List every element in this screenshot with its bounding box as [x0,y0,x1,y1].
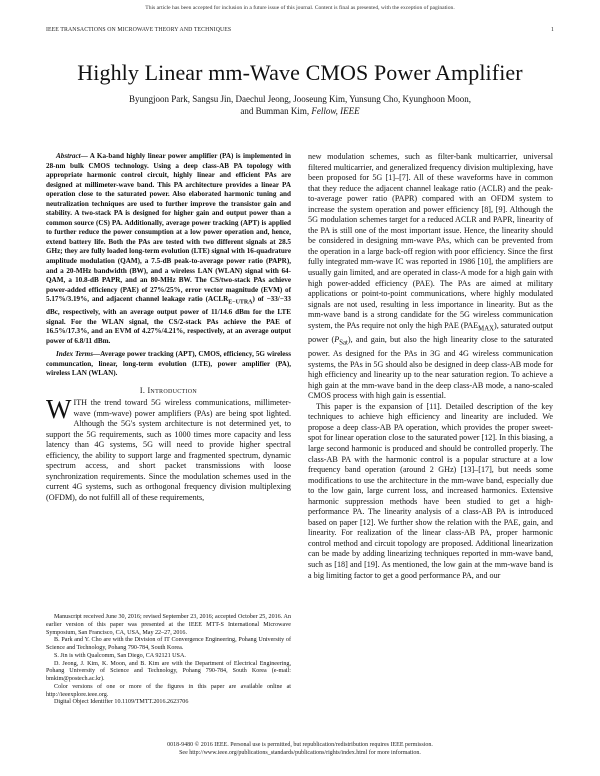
authors-line-2 [80,105,520,117]
aclr-subscript: E−UTRA [228,299,253,306]
acceptance-notice: This article has been accepted for inclusion in a future issue of this journal. Content is final as presented, with the exception of pagination. [145,5,455,11]
footnote-affiliation-3: D. Jeong, J. Kim, K. Moon, and B. Kim are with the Department of Electrical Engineering, Pohang University of Science and Technology, Pohang 790-784, South Korea (e-mail: bmkim@postech.ac.kr). [46,660,291,682]
left-column [46,152,291,503]
intro-paragraph-text: ITH the trend toward 5G wireless communications, millimeter-wave (mm-wave) power amplifiers (PAs) are being spot lighted. Although the 5G's system architecture is not determined yet, to support the 5G requirements, such as 1000 times more capacity and less latency than 4G systems, 5G will need to provide higher spectral efficiency, the ability to support large and fragmented spectrum, dynamic spectrum access, and short packet transmissions with loose synchronization requirements. Since the modulation schemes used in the current 4G systems, such as orthogonal frequency division multiplexing (OFDM), do not fulfill all of these requirements, [46,398,291,502]
index-terms [46,350,291,379]
footnote-affiliation-2: S. Jin is with Qualcomm, San Diego, CA 92121 USA. [54,652,186,659]
body-paragraph-2: This paper is the expansion of [11]. Detailed description of the key techniques to achieve high efficiency and linearity are included. We propose a deep class-AB PA operation, which provides the proper sweet-spot for linear operation close to the saturated power [12]. In this biasing, a large second harmonic is produced and should be controlled properly. The class-AB PA with the harmonic control is a popular structure at a low frequency band operation (around 2 GHz) [13]–[17], but needs some modifications to use the architecture in the mm-wave band, especially due to the low gain, large current loss, and increased harmonics. Extensive harmonic suppression methods have been studied to get a high-performance PA. The linearity analysis of a class-AB PA is introduced based on paper [12]. We further show the relation with the PAE, gain, and linearity. For realization of the linear class-AB PA, proper harmonic control method and circuit topology are proposed. Additional linearization can be made by adding linearizing techniques reported in mm-wave band, such as [18] and [19]. As mentioned, the low gain at the mm-wave band is a big limiting factor to get a good performance PA, and our [308,401,553,580]
pae-max-subscript: MAX [478,325,494,333]
index-terms-text: —Average power tracking (APT), CMOS, efficiency, 5G wireless communcation, linear, long-term evolution (LTE), power amplifier (PA), wireless LAN (WLAN). [46,350,291,378]
abstract-lead: Abstract [56,152,81,160]
index-terms-lead: Index Terms [56,350,94,359]
psat-symbol: P [334,334,340,344]
copyright-footer [0,741,600,757]
footnote-doi: Digital Object Identifier 10.1109/TMTT.2016.2623706 [54,699,189,706]
footnote-manuscript: Manuscript received June 30, 2016; revised September 23, 2016; accepted October 25, 2016. An earlier version of this paper was presented at the IEEE MTT-S International Microwave Symposium, San Francisco, CA, USA, May 22–27, 2016. [46,614,291,636]
abstract-text: — A Ka-band highly linear power amplifier (PA) is implemented in 28-nm bulk CMOS technology. Using a deep class-AB PA topology with appropriate harmonic control circuit, highly linear and efficient PAs are designed at millimeter-wave band. This PA architecture provides a linear PA operation close to the saturated power. Also elaborated harmonic tuning and neutralization techniques are used to further improve the transistor gain and stability. A two-stack PA is designed for higher gain and output power than a common source (CS) PA. Additionally, average power tracking (APT) is applied to further reduce the power consumption at a low power operation and, hence, extend battery life. Both the PAs are tested with two different signals at 28.5 GHz; they are fully loaded long-term evolution (LTE) signal with 16-quadrature amplitude modulation (QAM), a 7.5-dB peak-to-average power ratio (PAPR), and a 20-MHz bandwidth (BW), and a wireless LAN (WLAN) signal with 64-QAM, a 10.8-dB PAPR, and an 80-MHz BW. The CS/two-stack PAs achieve power-added efficiency (PAE) of 27%/25%, error vector magnitude (EVM) of 5.17%/3.19%, and adjacent channel leakage ratio (ACLR [46,152,291,304]
body-paragraph-1-text: new modulation schemes, such as filter-bank multicarrier, universal filtered multicarrier, and generalized frequency division multiplexing, have been proposed for 5G [1]–[7]. All of these waveforms have in common that they reduce the adjacent channel leakage ratio (ACLR) and the peak-to-average power ratio (PAPR) compared with an OFDM system to increase the system operation and power efficiency [8], [9]. Although the 5G modulation schemes target for a reduced ACLR and PAPR, linearity of the PA is still one of the most important issue. Hence, the linearity should be considered in designing mm-wave PAs, which can be prevented from the operation in a large back-off region with poor efficiency. Since the first fully integrated mm-wave IC was reported in 1986 [10], the amplifiers are usually gain limited, and are operated in class-A mode for a high gain with high power-added efficiency (PAE). The PAs are aimed at military applications or point-to-point communications, where highly modulated signals are not used, resulting in less importance in linearity. But as the mm-wave band is a strong candidate for the 5G wireless communication system, the PAs require not only the high PAE (PAE [308,152,553,330]
authors-line-1: Byungjoon Park, Sangsu Jin, Daechul Jeong, Jooseung Kim, Yunsung Cho, Kyunghoon Moon, [129,94,471,104]
psat-subscript: Sat [339,339,348,347]
body-paragraph-1 [308,152,553,402]
intro-paragraph [46,394,291,503]
footnote [46,614,291,707]
footnote-affiliation-1: B. Park and Y. Cho are with the Division of IT Convergence Engineering, Pohang University of Science and Technology, Pohang 790-784, South Korea. [46,637,291,651]
copyright-line: 0018-9480 © 2016 IEEE. Personal use is permitted, but republication/redistribution requires IEEE permission. [167,742,433,748]
journal-name: IEEE TRANSACTIONS ON MICROWAVE THEORY AND TECHNIQUES [46,27,232,33]
fellow-title: Fellow, IEEE [311,106,360,116]
authors-line-2-name: and Bumman Kim, [240,106,312,116]
body-paragraph-1-mid: ), saturated output power ( [308,320,553,344]
running-head [46,27,554,33]
abstract-text-end: ) of −33/−33 dBc, respectively, with an average output power of 11/14.6 dBm for the LTE signal. For the WLAN signal, the CS/2-stack PAs achieve the PAE of 16.5%/17.3%, and an EVM of 4.27%/4.21%, respectively, at an average output power of 6.8/11 dBm. [46,295,291,345]
author-list [80,93,520,117]
footnote-color-versions: Color versions of one or more of the figures in this paper are available online at http://ieeexplore.ieee.org. [46,683,291,698]
section-heading-introduction: I. Introduction [139,386,198,395]
body-paragraph-1-end: ), and gain, but also the high linearity close to the saturated power. As designed for the PAs in 3G and 4G wireless communication systems, the PAs in 5G should also be designed in deep class-AB mode for high efficiency and linearity up to the near saturation region. To achieve a high gain at the mm-wave band in the deep class-AB mode, a nano-scaled CMOS process with high gain is essential. [308,334,553,401]
page-number: 1 [551,27,554,33]
paper-title: Highly Linear mm-Wave CMOS Power Amplifier [77,60,523,85]
rights-link-line: See http://www.ieee.org/publications_standards/publications/rights/index.html for more information. [179,750,421,756]
abstract [46,152,291,346]
drop-cap: W [46,394,72,424]
right-column [308,152,553,581]
